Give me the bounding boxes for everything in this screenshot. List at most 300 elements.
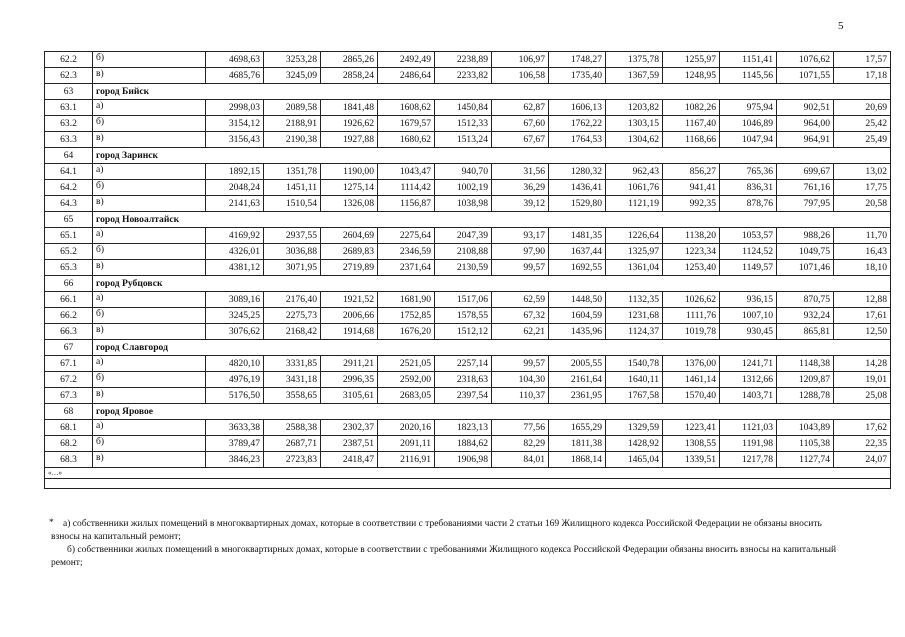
value-cell: 870,75 [777,292,834,308]
table-row [45,228,891,244]
row-code: 67.3 [45,388,93,404]
owner-category: а) [93,100,206,116]
row-code: 63.2 [45,116,93,132]
value-cell: 1047,94 [720,132,777,148]
value-cell: 11,70 [834,228,891,244]
value-cell: 2346,59 [378,244,435,260]
value-cell: 77,56 [492,420,549,436]
value-cell: 1927,88 [321,132,378,148]
value-cell: 1868,14 [549,452,606,468]
city-header-row [45,212,891,228]
value-cell: 1275,14 [321,180,378,196]
value-cell: 97,90 [492,244,549,260]
value-cell: 2130,59 [435,260,492,276]
table-row [45,452,891,468]
value-cell: 1325,97 [606,244,663,260]
value-cell: 1570,40 [663,388,720,404]
value-cell: 902,51 [777,100,834,116]
value-cell: 930,45 [720,324,777,340]
table-row [45,260,891,276]
value-cell: 25,08 [834,388,891,404]
value-cell: 62,59 [492,292,549,308]
city-name: город Яровое [93,404,891,420]
value-cell: 699,67 [777,164,834,180]
value-cell: 1038,98 [435,196,492,212]
value-cell: 1061,76 [606,180,663,196]
value-cell: 1124,37 [606,324,663,340]
footnotes [51,518,841,570]
value-cell: 3558,65 [264,388,321,404]
value-cell: 3253,28 [264,52,321,68]
value-cell: 17,75 [834,180,891,196]
value-cell: 4381,12 [206,260,264,276]
value-cell: 2683,05 [378,388,435,404]
value-cell: 2006,66 [321,308,378,324]
owner-category: б) [93,52,206,68]
owner-category: б) [93,244,206,260]
row-code: 68.2 [45,436,93,452]
row-code: 67.1 [45,356,93,372]
value-cell: 940,70 [435,164,492,180]
page-number: 5 [838,20,844,32]
value-cell: 1512,33 [435,116,492,132]
row-code: 63 [45,84,93,100]
value-cell: 17,61 [834,308,891,324]
table-row [45,116,891,132]
value-cell: 82,29 [492,436,549,452]
value-cell: 1517,06 [435,292,492,308]
value-cell: 964,00 [777,116,834,132]
value-cell: 31,56 [492,164,549,180]
owner-category: б) [93,180,206,196]
value-cell: 1841,48 [321,100,378,116]
table-row [45,244,891,260]
owner-category: в) [93,388,206,404]
row-code: 67 [45,340,93,356]
value-cell: 1676,20 [378,324,435,340]
value-cell: 1921,52 [321,292,378,308]
value-cell: 1435,96 [549,324,606,340]
value-cell: 2020,16 [378,420,435,436]
value-cell: 84,01 [492,452,549,468]
value-cell: 1148,38 [777,356,834,372]
value-cell: 3089,16 [206,292,264,308]
value-cell: 2592,00 [378,372,435,388]
closing-mark-row [45,468,891,479]
row-code: 67.2 [45,372,93,388]
table-row [45,372,891,388]
value-cell: 4326,01 [206,244,264,260]
value-cell: 1608,62 [378,100,435,116]
value-cell: 2858,24 [321,68,378,84]
value-cell: 2005,55 [549,356,606,372]
value-cell: 2116,91 [378,452,435,468]
row-code: 64.1 [45,164,93,180]
value-cell: 3105,61 [321,388,378,404]
table-row [45,420,891,436]
value-cell: 4820,10 [206,356,264,372]
value-cell: 18,10 [834,260,891,276]
value-cell: 25,49 [834,132,891,148]
city-name: город Бийск [93,84,891,100]
value-cell: 2047,39 [435,228,492,244]
value-cell: 932,24 [777,308,834,324]
city-header-row [45,276,891,292]
value-cell: 941,41 [663,180,720,196]
value-cell: 865,81 [777,324,834,340]
value-cell: 19,01 [834,372,891,388]
value-cell: 1043,47 [378,164,435,180]
value-cell: 1428,92 [606,436,663,452]
value-cell: 1209,87 [777,372,834,388]
value-cell: 1811,38 [549,436,606,452]
value-cell: 2238,89 [435,52,492,68]
value-cell: 4169,92 [206,228,264,244]
value-cell: 2257,14 [435,356,492,372]
value-cell: 1241,71 [720,356,777,372]
owner-category: в) [93,132,206,148]
value-cell: 1748,27 [549,52,606,68]
value-cell: 1448,50 [549,292,606,308]
value-cell: 3331,85 [264,356,321,372]
footnote-b: б) собственники жилых помещений в многоквартирных домах, которые в соответствии с требованиями Жилищного кодекса Российской Федерации обязаны вносить взносы на капитальный ремонт; [51,545,837,568]
value-cell: 1231,68 [606,308,663,324]
value-cell: 36,29 [492,180,549,196]
row-code: 65.1 [45,228,93,244]
row-code: 64 [45,148,93,164]
value-cell: 1512,12 [435,324,492,340]
value-cell: 1124,52 [720,244,777,260]
table-row [45,308,891,324]
city-header-row [45,404,891,420]
value-cell: 110,37 [492,388,549,404]
value-cell: 1138,20 [663,228,720,244]
value-cell: 2588,38 [264,420,321,436]
value-cell: 3846,23 [206,452,264,468]
value-cell: 1513,24 [435,132,492,148]
value-cell: 1529,80 [549,196,606,212]
blank-cell [45,479,891,489]
city-header-row [45,148,891,164]
value-cell: 14,28 [834,356,891,372]
value-cell: 1248,95 [663,68,720,84]
value-cell: 16,43 [834,244,891,260]
value-cell: 1679,57 [378,116,435,132]
value-cell: 1823,13 [435,420,492,436]
value-cell: 1082,26 [663,100,720,116]
value-cell: 1111,76 [663,308,720,324]
value-cell: 1510,54 [264,196,321,212]
value-cell: 106,58 [492,68,549,84]
value-cell: 1203,82 [606,100,663,116]
value-cell: 2689,83 [321,244,378,260]
value-cell: 1604,59 [549,308,606,324]
value-cell: 2865,26 [321,52,378,68]
value-cell: 2486,64 [378,68,435,84]
value-cell: 67,67 [492,132,549,148]
value-cell: 1681,90 [378,292,435,308]
tariff-table [44,51,891,489]
value-cell: 1308,55 [663,436,720,452]
value-cell: 761,16 [777,180,834,196]
value-cell: 2089,58 [264,100,321,116]
value-cell: 22,35 [834,436,891,452]
value-cell: 2397,54 [435,388,492,404]
value-cell: 1019,78 [663,324,720,340]
value-cell: 1191,98 [720,436,777,452]
table-row [45,388,891,404]
table-row [45,100,891,116]
value-cell: 1655,29 [549,420,606,436]
value-cell: 992,35 [663,196,720,212]
value-cell: 1002,19 [435,180,492,196]
value-cell: 1007,10 [720,308,777,324]
value-cell: 1303,15 [606,116,663,132]
value-cell: 2719,89 [321,260,378,276]
row-code: 62.2 [45,52,93,68]
owner-category: а) [93,356,206,372]
value-cell: 2521,05 [378,356,435,372]
value-cell: 2048,24 [206,180,264,196]
value-cell: 1156,87 [378,196,435,212]
value-cell: 3036,88 [264,244,321,260]
table-row [45,52,891,68]
value-cell: 2233,82 [435,68,492,84]
value-cell: 5176,50 [206,388,264,404]
table-row [45,132,891,148]
owner-category: б) [93,308,206,324]
value-cell: 1465,04 [606,452,663,468]
row-code: 68 [45,404,93,420]
value-cell: 106,97 [492,52,549,68]
value-cell: 2108,88 [435,244,492,260]
value-cell: 1168,66 [663,132,720,148]
value-cell: 13,02 [834,164,891,180]
value-cell: 20,69 [834,100,891,116]
value-cell: 2176,40 [264,292,321,308]
value-cell: 962,43 [606,164,663,180]
value-cell: 2937,55 [264,228,321,244]
value-cell: 1351,78 [264,164,321,180]
table-row [45,196,891,212]
value-cell: 2141,63 [206,196,264,212]
value-cell: 1312,66 [720,372,777,388]
table-row [45,356,891,372]
value-cell: 99,57 [492,356,549,372]
value-cell: 2911,21 [321,356,378,372]
value-cell: 1151,41 [720,52,777,68]
value-cell: 3431,18 [264,372,321,388]
value-cell: 1071,55 [777,68,834,84]
value-cell: 12,88 [834,292,891,308]
table-row [45,292,891,308]
value-cell: 1049,75 [777,244,834,260]
value-cell: 17,57 [834,52,891,68]
value-cell: 1735,40 [549,68,606,84]
value-cell: 1145,56 [720,68,777,84]
value-cell: 3156,43 [206,132,264,148]
value-cell: 1304,62 [606,132,663,148]
row-code: 65 [45,212,93,228]
value-cell: 3076,62 [206,324,264,340]
value-cell: 3154,12 [206,116,264,132]
value-cell: 1121,03 [720,420,777,436]
value-cell: 1680,62 [378,132,435,148]
value-cell: 2418,47 [321,452,378,468]
value-cell: 2275,64 [378,228,435,244]
row-code: 66.2 [45,308,93,324]
value-cell: 4976,19 [206,372,264,388]
row-code: 66.3 [45,324,93,340]
value-cell: 2190,38 [264,132,321,148]
row-code: 64.3 [45,196,93,212]
city-name: город Новоалтайск [93,212,891,228]
value-cell: 1105,38 [777,436,834,452]
value-cell: 1132,35 [606,292,663,308]
closing-mark: «…» [45,468,891,479]
value-cell: 1339,51 [663,452,720,468]
value-cell: 1767,58 [606,388,663,404]
value-cell: 2387,51 [321,436,378,452]
value-cell: 2168,42 [264,324,321,340]
value-cell: 2604,69 [321,228,378,244]
city-name: город Заринск [93,148,891,164]
city-header-row [45,340,891,356]
row-code: 64.2 [45,180,93,196]
value-cell: 878,76 [720,196,777,212]
value-cell: 2318,63 [435,372,492,388]
value-cell: 1637,44 [549,244,606,260]
value-cell: 62,87 [492,100,549,116]
blank-row [45,479,891,489]
value-cell: 1026,62 [663,292,720,308]
value-cell: 1167,40 [663,116,720,132]
value-cell: 1149,57 [720,260,777,276]
value-cell: 1752,85 [378,308,435,324]
owner-category: в) [93,324,206,340]
value-cell: 1223,41 [663,420,720,436]
value-cell: 1461,14 [663,372,720,388]
value-cell: 39,12 [492,196,549,212]
owner-category: а) [93,164,206,180]
value-cell: 1762,22 [549,116,606,132]
owner-category: в) [93,68,206,84]
owner-category: в) [93,196,206,212]
value-cell: 2998,03 [206,100,264,116]
value-cell: 964,91 [777,132,834,148]
table-row [45,68,891,84]
city-header-row [45,84,891,100]
value-cell: 12,50 [834,324,891,340]
value-cell: 1914,68 [321,324,378,340]
value-cell: 17,62 [834,420,891,436]
value-cell: 3633,38 [206,420,264,436]
value-cell: 1692,55 [549,260,606,276]
value-cell: 1436,41 [549,180,606,196]
value-cell: 1288,78 [777,388,834,404]
value-cell: 67,60 [492,116,549,132]
value-cell: 1361,04 [606,260,663,276]
owner-category: в) [93,260,206,276]
value-cell: 2687,71 [264,436,321,452]
owner-category: а) [93,420,206,436]
value-cell: 1280,32 [549,164,606,180]
value-cell: 3245,25 [206,308,264,324]
value-cell: 1906,98 [435,452,492,468]
city-name: город Славгород [93,340,891,356]
value-cell: 765,36 [720,164,777,180]
value-cell: 1403,71 [720,388,777,404]
value-cell: 2996,35 [321,372,378,388]
value-cell: 936,15 [720,292,777,308]
value-cell: 1451,11 [264,180,321,196]
value-cell: 2091,11 [378,436,435,452]
value-cell: 836,31 [720,180,777,196]
value-cell: 1376,00 [663,356,720,372]
value-cell: 1326,08 [321,196,378,212]
value-cell: 3071,95 [264,260,321,276]
value-cell: 1884,62 [435,436,492,452]
row-code: 63.1 [45,100,93,116]
owner-category: а) [93,228,206,244]
value-cell: 1640,11 [606,372,663,388]
value-cell: 104,30 [492,372,549,388]
row-code: 63.3 [45,132,93,148]
value-cell: 1578,55 [435,308,492,324]
value-cell: 1926,62 [321,116,378,132]
value-cell: 1127,74 [777,452,834,468]
value-cell: 3789,47 [206,436,264,452]
city-name: город Рубцовск [93,276,891,292]
value-cell: 1071,46 [777,260,834,276]
row-code: 65.2 [45,244,93,260]
value-cell: 2188,91 [264,116,321,132]
row-code: 66 [45,276,93,292]
value-cell: 4685,76 [206,68,264,84]
value-cell: 2161,64 [549,372,606,388]
value-cell: 1076,62 [777,52,834,68]
value-cell: 4698,63 [206,52,264,68]
owner-category: б) [93,116,206,132]
value-cell: 1329,59 [606,420,663,436]
value-cell: 1226,64 [606,228,663,244]
row-code: 65.3 [45,260,93,276]
value-cell: 1053,57 [720,228,777,244]
row-code: 68.1 [45,420,93,436]
value-cell: 1217,78 [720,452,777,468]
value-cell: 25,42 [834,116,891,132]
value-cell: 1375,78 [606,52,663,68]
value-cell: 62,21 [492,324,549,340]
row-code: 66.1 [45,292,93,308]
value-cell: 2275,73 [264,308,321,324]
value-cell: 1606,13 [549,100,606,116]
value-cell: 1253,40 [663,260,720,276]
value-cell: 1043,89 [777,420,834,436]
footnote-marker: * [49,518,54,528]
value-cell: 1450,84 [435,100,492,116]
value-cell: 67,32 [492,308,549,324]
table-row [45,436,891,452]
value-cell: 1481,35 [549,228,606,244]
owner-category: в) [93,452,206,468]
value-cell: 2723,83 [264,452,321,468]
value-cell: 975,94 [720,100,777,116]
value-cell: 17,18 [834,68,891,84]
value-cell: 1121,19 [606,196,663,212]
value-cell: 2361,95 [549,388,606,404]
value-cell: 1892,15 [206,164,264,180]
